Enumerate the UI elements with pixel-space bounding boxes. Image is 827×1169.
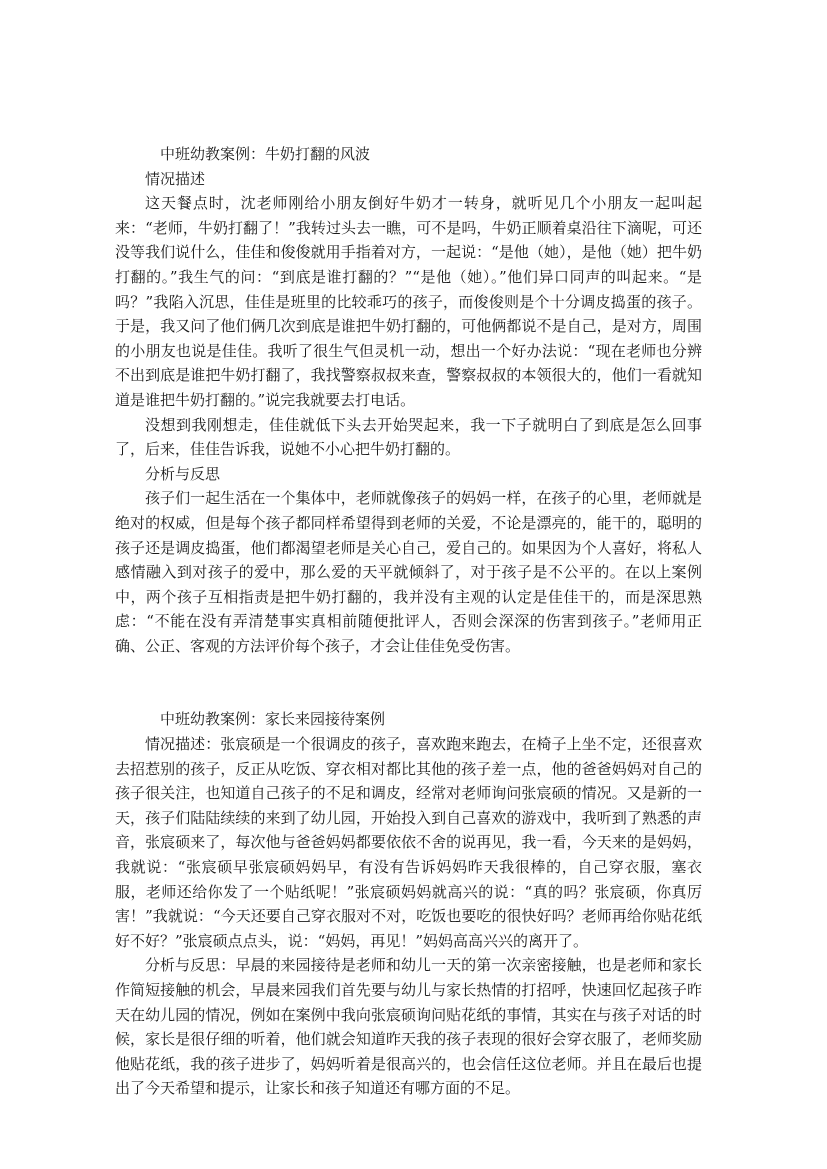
section2-situation-paragraph: 情况描述：张宸硕是一个很调皮的孩子，喜欢跑来跑去，在椅子上坐不定，还很喜欢去招惹别的孩子，反正从吃饭、穿衣相对都比其他的孩子差一点，他的爸爸妈妈对自己的孩子很关注，也知道自己孩子的不足和调皮，经常对老师询问张宸硕的情况。又是新的一天，孩子们陆陆续续的来到了幼儿园，开始投入到自己喜欢的游戏中，我听到了熟悉的声音，张宸硕来了，每次他与爸爸妈妈都要依依不舍的说再见，我一看，今天来的是妈妈，我就说：“张宸硕早张宸硕妈妈早，有没有告诉妈妈昨天我很棒的，自己穿衣服，塞衣服，老师还给你发了一个贴纸呢！”张宸硕妈妈就高兴的说：“真的吗？张宸硕，你真厉害！”我就说：“今天还要自己穿衣服对不对，吃饭也要吃的很快好吗？老师再给你贴花纸好不好？”张宸硕点点头，说：“妈妈，再见！”妈妈高高兴兴的离开了。	[115, 735, 702, 950]
section2-analysis-paragraph: 分析与反思：早晨的来园接待是老师和幼儿一天的第一次亲密接触，也是老师和家长作简短接触的机会，早晨来园我们首先要与幼儿与家长热情的打招呼，快速回忆起孩子昨天在幼儿园的情况，例如在案例中我向张宸硕询问贴花纸的事情，其实在与孩子对话的时候，家长是很仔细的听着，他们就会知道昨天我的孩子表现的很好会穿衣服了，老师奖励他贴花纸，我的孩子进步了，妈妈听着是很高兴的，也会信任这位老师。并且在最后也提出了今天希望和提示，让家长和孩子知道还有哪方面的不足。	[115, 956, 702, 1098]
section1-situation-heading: 情况描述	[145, 169, 206, 188]
section1-analysis-heading: 分析与反思	[145, 464, 221, 483]
document-body	[115, 142, 702, 1101]
section-spacer	[115, 658, 702, 707]
section1-title: 中班幼教案例：牛奶打翻的风波	[160, 145, 371, 163]
section2-title: 中班幼教案例：家长来园接待案例	[160, 710, 386, 729]
section1-situation-paragraph-2: 没想到我刚想走，佳佳就低下头去开始哭起来，我一下子就明白了到底是怎么回事了，后来，佳佳告诉我，说她不小心把牛奶打翻的。	[115, 415, 702, 459]
section1-analysis-paragraph: 孩子们一起生活在一个集体中，老师就像孩子的妈妈一样，在孩子的心里，老师就是绝对的权威，但是每个孩子都同样希望得到老师的关爱，不论是漂亮的，能干的，聪明的孩子还是调皮捣蛋，他们都渴望老师是关心自己，爱自己的。如果因为个人喜好，将私人感情融入到对孩子的爱中，那么爱的天平就倾斜了，对于孩子是不公平的。在以上案例中，两个孩子互相指责是把牛奶打翻的，我并没有主观的认定是佳佳干的，而是深思熟虑：“不能在没有弄清楚事实真相前随便批评人，否则会深深的伤害到孩子。”老师用正确、公正、客观的方法评价每个孩子，才会让佳佳免受伤害。	[115, 489, 702, 655]
section1-situation-paragraph-1: 这天餐点时，沈老师刚给小朋友倒好牛奶才一转身，就听见几个小朋友一起叫起来：“老师，牛奶打翻了！”我转过头去一瞧，可不是吗，牛奶正顺着桌沿往下滴呢，可还没等我们说什么，佳佳和俊俊就用手指着对方，一起说：“是他（她），是他（她）把牛奶打翻的。”我生气的问：“到底是谁打翻的？”“是他（她）。”他们异口同声的叫起来。“是吗？”我陷入沉思，佳佳是班里的比较乖巧的孩子，而俊俊则是个十分调皮捣蛋的孩子。于是，我又问了他们俩几次到底是谁把牛奶打翻的，可他俩都说不是自己，是对方，周围的小朋友也说是佳佳。我听了很生气但灵机一动，想出一个好办法说：“现在老师也分辨不出到底是谁把牛奶打翻了，我找警察叔叔来查，警察叔叔的本领很大的，他们一看就知道是谁把牛奶打翻的。”说完我就要去打电话。	[115, 194, 702, 409]
